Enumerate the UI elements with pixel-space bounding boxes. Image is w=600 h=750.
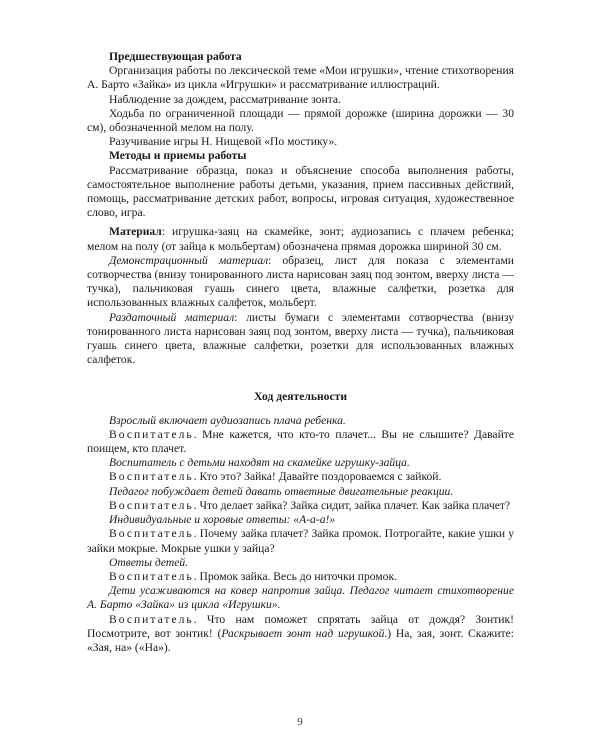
handout-materials-paragraph [87,311,514,368]
section-heading-prep: Предшествующая работа [109,50,242,63]
page-text [87,50,514,655]
teacher-line: Воспитатель. Что делает зайка? Зайка сидит, зайка плачет. Как зайка плачет? [109,498,511,512]
demo-materials-label: Демонстрационный материал [109,253,269,267]
paragraph: Наблюдение за дождем, рассматривание зонта. [109,92,341,106]
stage-direction: Воспитатель с детьми находят на скамейке игрушку-зайца. [109,456,410,470]
teacher-line: Воспитатель. Почему зайка плачет? Зайка промок. Потрогайте, какие ушки у зайки мокрые. Мокрые ушки у зайца? [87,527,514,555]
stage-direction: Педагог побуждает детей давать ответные двигательные реакции. [109,484,454,498]
paragraph: Ходьба по ограниченной площади — прямой дорожке (ширина дорожки — 30 см), обозначенной мелом на полу. [87,106,514,135]
stage-direction: Ответы детей. [109,555,189,569]
materials-label: Материал [109,225,162,239]
teacher-line: Воспитатель. Кто это? Зайка! Давайте поздороваемся с зайкой. [109,470,442,484]
speaker: Воспитатель [109,612,194,626]
teacher-line: Воспитатель. Мне кажется, что кто-то плачет... Вы не слышите? Давайте поищем, кто плачет. [87,427,514,456]
section-heading-activity: Ход деятельности [254,390,347,404]
paragraph: Рассматривание образца, показ и объяснение способа выполнения работы, самостоятельное выполнение работы детьми, указания, прием пассивных действий, помощь, рассматривание детских работ, вопросы, игровая ситуация, художественное слово, игра. [87,163,514,220]
speaker: Воспитатель [109,427,194,441]
speaker: Воспитатель [109,498,194,512]
speaker: Воспитатель [109,527,194,541]
paragraph: Разучивание игры Н. Нищевой «По мостику». [109,135,338,149]
teacher-line: Воспитатель. Что нам поможет спрятать зайца от дождя? Зонтик! Посмотрите, вот зонтик! (Раскрывает зонт над игрушкой.) На, зая, зонт. Скажите: «Зая, на» («На»). [87,612,514,654]
demo-materials-paragraph [87,254,514,311]
stage-direction: Дети усаживаются на ковер напротив зайца. Педагог читает стихотворение А. Барто «Зайка» из цикла «Игрушки». [87,584,514,612]
page-number: 9 [297,716,303,728]
teacher-line: Воспитатель. Промок зайка. Весь до ниточки промок. [109,569,397,583]
materials-text: : игрушка-заяц на скамейке, зонт; аудиозапись с плачем ребенка; мелом на полу (от зайца к мольбертам) обозначена прямая дорожка шириной 30 см. [87,225,514,253]
handout-materials-text: : листы бумаги с элементами сотворчества (внизу тонированного листа нарисован заяц под зонтом, вверху листа — тучка), пальчиковая гуашь синего цвета, влажные салфетки, розетки для использованных влажных салфеток. [87,310,514,367]
demo-materials-text: : образец, лист для показа с элементами сотворчества (внизу тонированного листа нарисован заяц под зонтом, вверху листа — тучка), пальчиковая гуашь синего цвета, влажные салфетки, розетка для использованных влажных салфеток, мольберт. [87,253,514,310]
stage-direction: Индивидуальные и хоровые ответы: «А-а-а!» [109,513,336,527]
materials-paragraph [87,225,514,253]
handout-materials-label: Раздаточный материал [109,310,235,324]
speaker: Воспитатель [109,569,194,583]
section-heading-methods: Методы и приемы работы [109,149,247,163]
stage-direction: Взрослый включает аудиозапись плача ребенка. [109,413,346,427]
speaker: Воспитатель [109,470,194,484]
paragraph: Организация работы по лексической теме «Мои игрушки», чтение стихотворения А. Барто «Зайка» из цикла «Игрушки» и рассматривание иллюстраций. [87,64,514,92]
